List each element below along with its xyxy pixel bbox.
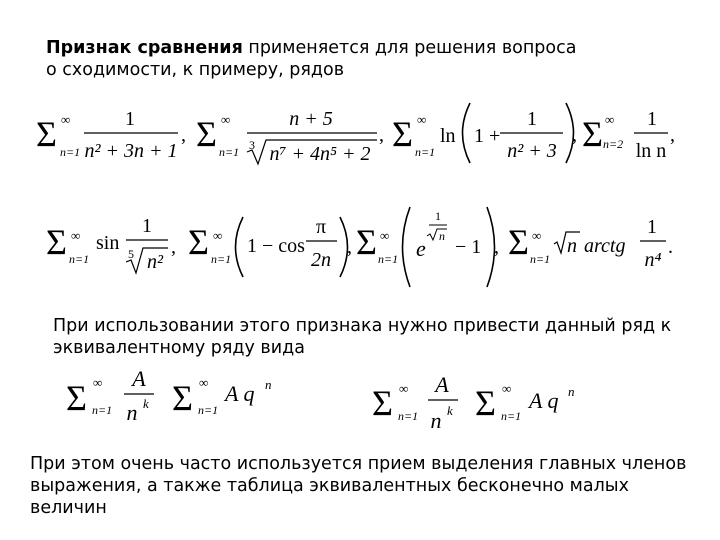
sum-symbol: Σ <box>36 114 57 154</box>
left-paren <box>463 103 471 163</box>
exponent-denominator: n <box>439 229 445 243</box>
ln-function: ln <box>440 125 456 147</box>
sum-lower: n=1 <box>398 409 419 423</box>
arctg-function: arctg <box>584 235 626 257</box>
sum-lower: n=1 <box>92 403 113 417</box>
series-term-5 <box>46 215 176 273</box>
sum-lower: n=1 <box>378 252 399 266</box>
left-paren <box>236 217 244 277</box>
sum-symbol: Σ <box>66 378 87 418</box>
comma: , <box>379 124 384 146</box>
comma: , <box>494 236 499 258</box>
sum-upper: ∞ <box>199 375 209 390</box>
series-term-7 <box>356 207 499 287</box>
sum-symbol: Σ <box>508 222 529 262</box>
sum-symbol: Σ <box>372 383 393 423</box>
coefficient-A-q: A q <box>529 388 559 413</box>
sum-lower: n=2 <box>603 137 624 151</box>
sum-upper: ∞ <box>71 228 81 243</box>
comma: , <box>572 124 577 146</box>
comma: , <box>181 124 186 146</box>
equiv-power-series-1 <box>66 366 154 425</box>
root-radicand: n <box>567 235 577 257</box>
fraction-denominator: n⁷ + 4n⁵ + 2 <box>269 143 371 165</box>
series-term-3 <box>392 103 577 163</box>
power-k: k <box>447 403 453 418</box>
left-paren <box>403 207 411 287</box>
root-index: 3 <box>249 138 255 152</box>
fraction-numerator: 1 <box>647 216 657 238</box>
sum-lower: n=1 <box>69 252 90 266</box>
sum-symbol: Σ <box>188 222 209 262</box>
fraction-numerator: 1 <box>647 108 657 130</box>
fraction-numerator: π <box>315 216 327 238</box>
sum-lower: n=1 <box>60 145 81 159</box>
bottom-line-2: выражения, а также таблица эквивалентных бесконечно малых <box>30 476 629 496</box>
bottom-line-1: При этом очень часто используется прием выделения главных членов <box>30 454 687 474</box>
series-term-1 <box>36 108 186 162</box>
fraction-denominator: n <box>126 400 138 425</box>
comma: , <box>347 236 352 258</box>
fraction-numerator: A <box>435 372 449 397</box>
one-plus: 1 + <box>474 125 501 147</box>
fraction-numerator: A <box>132 366 146 391</box>
sum-upper: ∞ <box>502 381 512 396</box>
fraction-numerator: 1 <box>142 215 152 237</box>
series-term-2 <box>196 108 384 165</box>
sum-upper: ∞ <box>213 228 223 243</box>
bottom-line-3: величин <box>30 498 107 518</box>
equiv-geometric-series-2 <box>475 381 575 423</box>
equiv-geometric-series-1 <box>172 375 272 418</box>
sum-upper: ∞ <box>380 228 390 243</box>
sum-upper: ∞ <box>399 381 409 396</box>
fraction-denominator: n² + 3n + 1 <box>84 140 178 162</box>
comma: , <box>670 124 675 146</box>
fraction-denominator: n⁴ <box>644 249 662 271</box>
fraction-denominator: n <box>430 408 442 433</box>
fraction-numerator: 1 <box>125 108 135 130</box>
sum-symbol: Σ <box>172 378 193 418</box>
coefficient-A-q: A q <box>225 381 255 406</box>
sum-symbol: Σ <box>356 222 377 262</box>
exponent-numerator: 1 <box>435 209 441 223</box>
period: . <box>668 236 673 258</box>
power-k: k <box>143 396 149 411</box>
sum-lower: n=1 <box>198 403 219 417</box>
one-minus-cos: 1 − cos <box>247 235 305 257</box>
sum-symbol: Σ <box>196 114 217 154</box>
equiv-power-series-2 <box>372 372 458 433</box>
sum-lower: n=1 <box>530 252 551 266</box>
middle-line-2: эквивалентному ряду вида <box>53 338 305 358</box>
fraction-numerator: 1 <box>527 108 537 130</box>
fraction-denominator: 2n <box>311 249 331 271</box>
sum-symbol: Σ <box>392 114 413 154</box>
fraction-denominator: n² <box>147 251 163 273</box>
series-term-4 <box>582 108 675 162</box>
comma: , <box>171 236 176 258</box>
series-term-6 <box>188 216 352 277</box>
sum-symbol: Σ <box>475 383 496 423</box>
sum-lower: n=1 <box>219 145 240 159</box>
sin-function: sin <box>96 232 120 254</box>
sum-upper: ∞ <box>93 375 103 390</box>
sum-upper: ∞ <box>221 112 231 127</box>
middle-line-1: При использовании этого признака нужно привести данный ряд к <box>53 316 672 336</box>
power-n: n <box>568 384 575 399</box>
sum-upper: ∞ <box>532 228 542 243</box>
intro-line-1: Признак сравнения применяется для решения вопроса <box>46 38 577 58</box>
sum-upper: ∞ <box>417 112 427 127</box>
sum-upper: ∞ <box>605 112 615 127</box>
fraction-denominator: n² + 3 <box>507 140 557 162</box>
term-bold: Признак сравнения <box>46 38 243 58</box>
fraction-numerator: n + 5 <box>289 108 333 130</box>
root-index: 5 <box>128 247 134 261</box>
sum-upper: ∞ <box>61 112 71 127</box>
sum-symbol: Σ <box>582 114 603 154</box>
sum-lower: n=1 <box>501 409 522 423</box>
intro-line-2: о сходимости, к примеру, рядов <box>46 60 345 80</box>
sum-symbol: Σ <box>46 222 67 262</box>
series-term-8 <box>508 216 673 271</box>
sum-lower: n=1 <box>211 252 232 266</box>
exponent-base: e <box>416 236 426 261</box>
fraction-denominator: ln n <box>635 140 667 162</box>
sum-lower: n=1 <box>415 145 436 159</box>
power-n: n <box>265 377 272 392</box>
minus-one: − 1 <box>455 236 482 258</box>
